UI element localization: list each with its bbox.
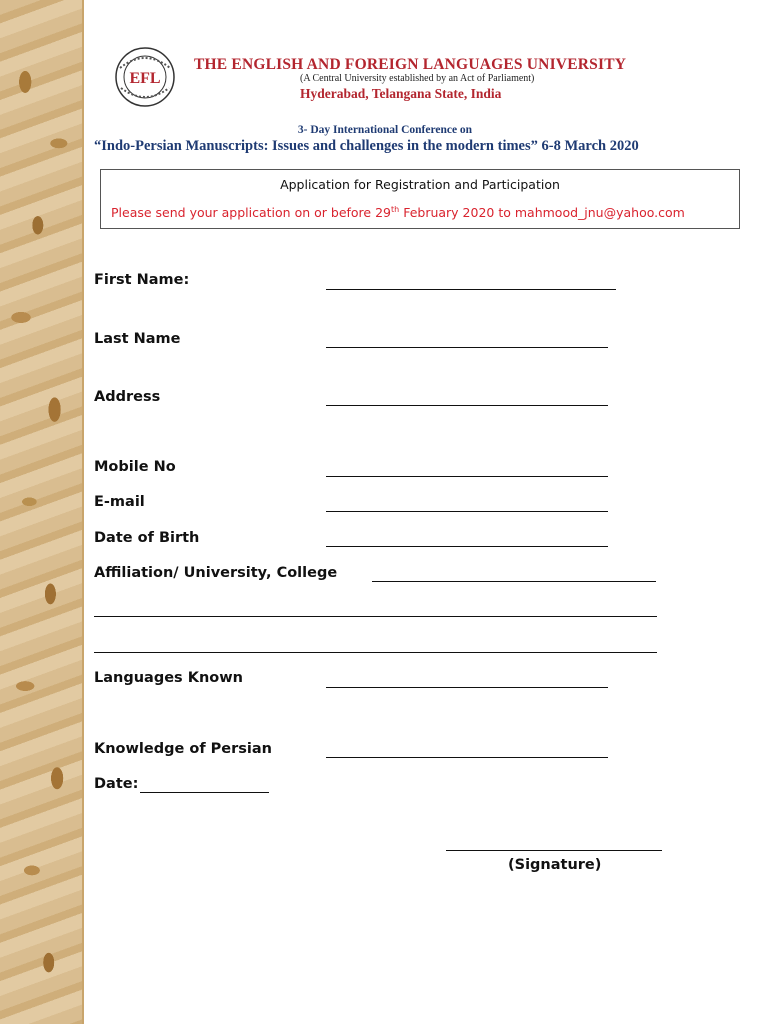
dob-field[interactable]	[326, 546, 608, 547]
first-name-label: First Name:	[94, 272, 190, 288]
conference-intro: 3- Day International Conference on	[297, 124, 473, 136]
mobile-field[interactable]	[326, 476, 608, 477]
university-name: THE ENGLISH AND FOREIGN LANGUAGES UNIVERSITY	[194, 56, 627, 73]
last-name-field[interactable]	[326, 347, 608, 348]
affiliation-line-2[interactable]	[94, 616, 657, 617]
address-label: Address	[94, 389, 161, 405]
mobile-label: Mobile No	[94, 459, 176, 475]
languages-field[interactable]	[326, 687, 608, 688]
last-name-label: Last Name	[94, 331, 181, 347]
notice-deadline-text: Please send your application on or before 29th February 2020 to mahmood_jnu@yahoo.com	[111, 205, 685, 221]
signature-line[interactable]	[446, 850, 662, 851]
first-name-field[interactable]	[326, 289, 616, 290]
affiliation-line-3[interactable]	[94, 652, 657, 653]
university-subtitle: (A Central University established by an Act of Parliament)	[300, 73, 535, 84]
date-field[interactable]	[140, 792, 269, 793]
email-field[interactable]	[326, 511, 608, 512]
conference-title: “Indo-Persian Manuscripts: Issues and challenges in the modern times” 6-8 March 2020	[94, 138, 639, 154]
university-logo-icon	[114, 46, 176, 108]
decorative-floral-border	[0, 0, 84, 1024]
email-label: E-mail	[94, 494, 145, 510]
affiliation-label: Affiliation/ University, College	[94, 565, 338, 581]
notice-box	[100, 169, 740, 229]
dob-label: Date of Birth	[94, 530, 200, 546]
languages-label: Languages Known	[94, 670, 243, 686]
persian-label: Knowledge of Persian	[94, 741, 273, 757]
persian-field[interactable]	[326, 757, 608, 758]
date-label: Date:	[94, 776, 139, 792]
university-location: Hyderabad, Telangana State, India	[300, 86, 502, 101]
notice-title: Application for Registration and Participation	[280, 177, 560, 192]
address-field[interactable]	[326, 405, 608, 406]
signature-label: (Signature)	[508, 857, 602, 873]
svg-text:EFL: EFL	[129, 70, 161, 87]
affiliation-field[interactable]	[372, 581, 656, 582]
